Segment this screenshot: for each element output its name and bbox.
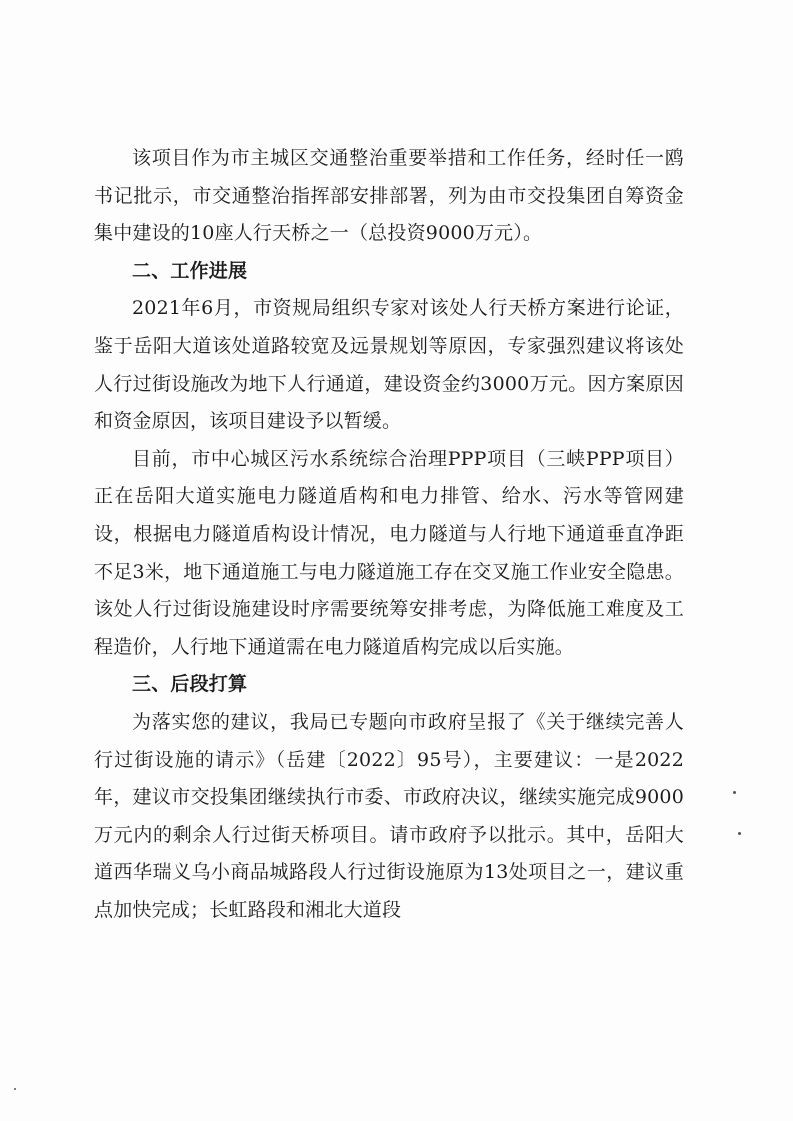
paragraph-expert-review: 2021年6月，市资规局组织专家对该处人行天桥方案进行论证，鉴于岳阳大道该处道路较宽及远景规划等原因，专家强烈建议将该处人行过街设施改为地下人行通道，建设资金约3000万元。因方案原因和资金原因，该项目建设予以暂缓。 xyxy=(94,297,684,433)
heading-next-plan: 三、后段打算 xyxy=(132,673,248,696)
paragraph-project-background: 该项目作为市主城区交通整治重要举措和工作任务，经时任一鸥书记批示，市交通整治指挥部安排部署，列为由市交投集团自筹资金集中建设的10座人行天桥之一（总投资9000万元）。 xyxy=(94,147,684,245)
paragraph-recommendations: 为落实您的建议，我局已专题向市政府呈报了《关于继续完善人行过街设施的请示》（岳建〔2022〕95号），主要建议：一是2022年，建议市交投集团继续执行市委、市政府决议，继续实施完成9000万元内的剩余人行过街天桥项目。请市政府予以批示。其中，岳阳大道西华瑞义乌小商品城路段人行过街设施原为13处项目之一，建议重点加快完成；长虹路段和湘北大道段 xyxy=(94,710,684,921)
scan-speck xyxy=(14,1088,16,1090)
paragraph-current-status: 目前，市中心城区污水系统综合治理PPP项目（三峡PPP项目）正在岳阳大道实施电力隧道盾构和电力排管、给水、污水等管网建设，根据电力隧道盾构设计情况，电力隧道与人行地下通道垂直净距不足3米，地下通道施工与电力隧道施工存在交叉施工作业安全隐患。该处人行过街设施建设时序需要统筹安排考虑，为降低施工难度及工程造价，人行地下通道需在电力隧道盾构完成以后实施。 xyxy=(94,447,684,658)
heading-work-progress: 二、工作进展 xyxy=(132,259,248,282)
document-body xyxy=(94,140,684,929)
scan-speck xyxy=(738,832,741,835)
scan-speck xyxy=(733,791,736,794)
